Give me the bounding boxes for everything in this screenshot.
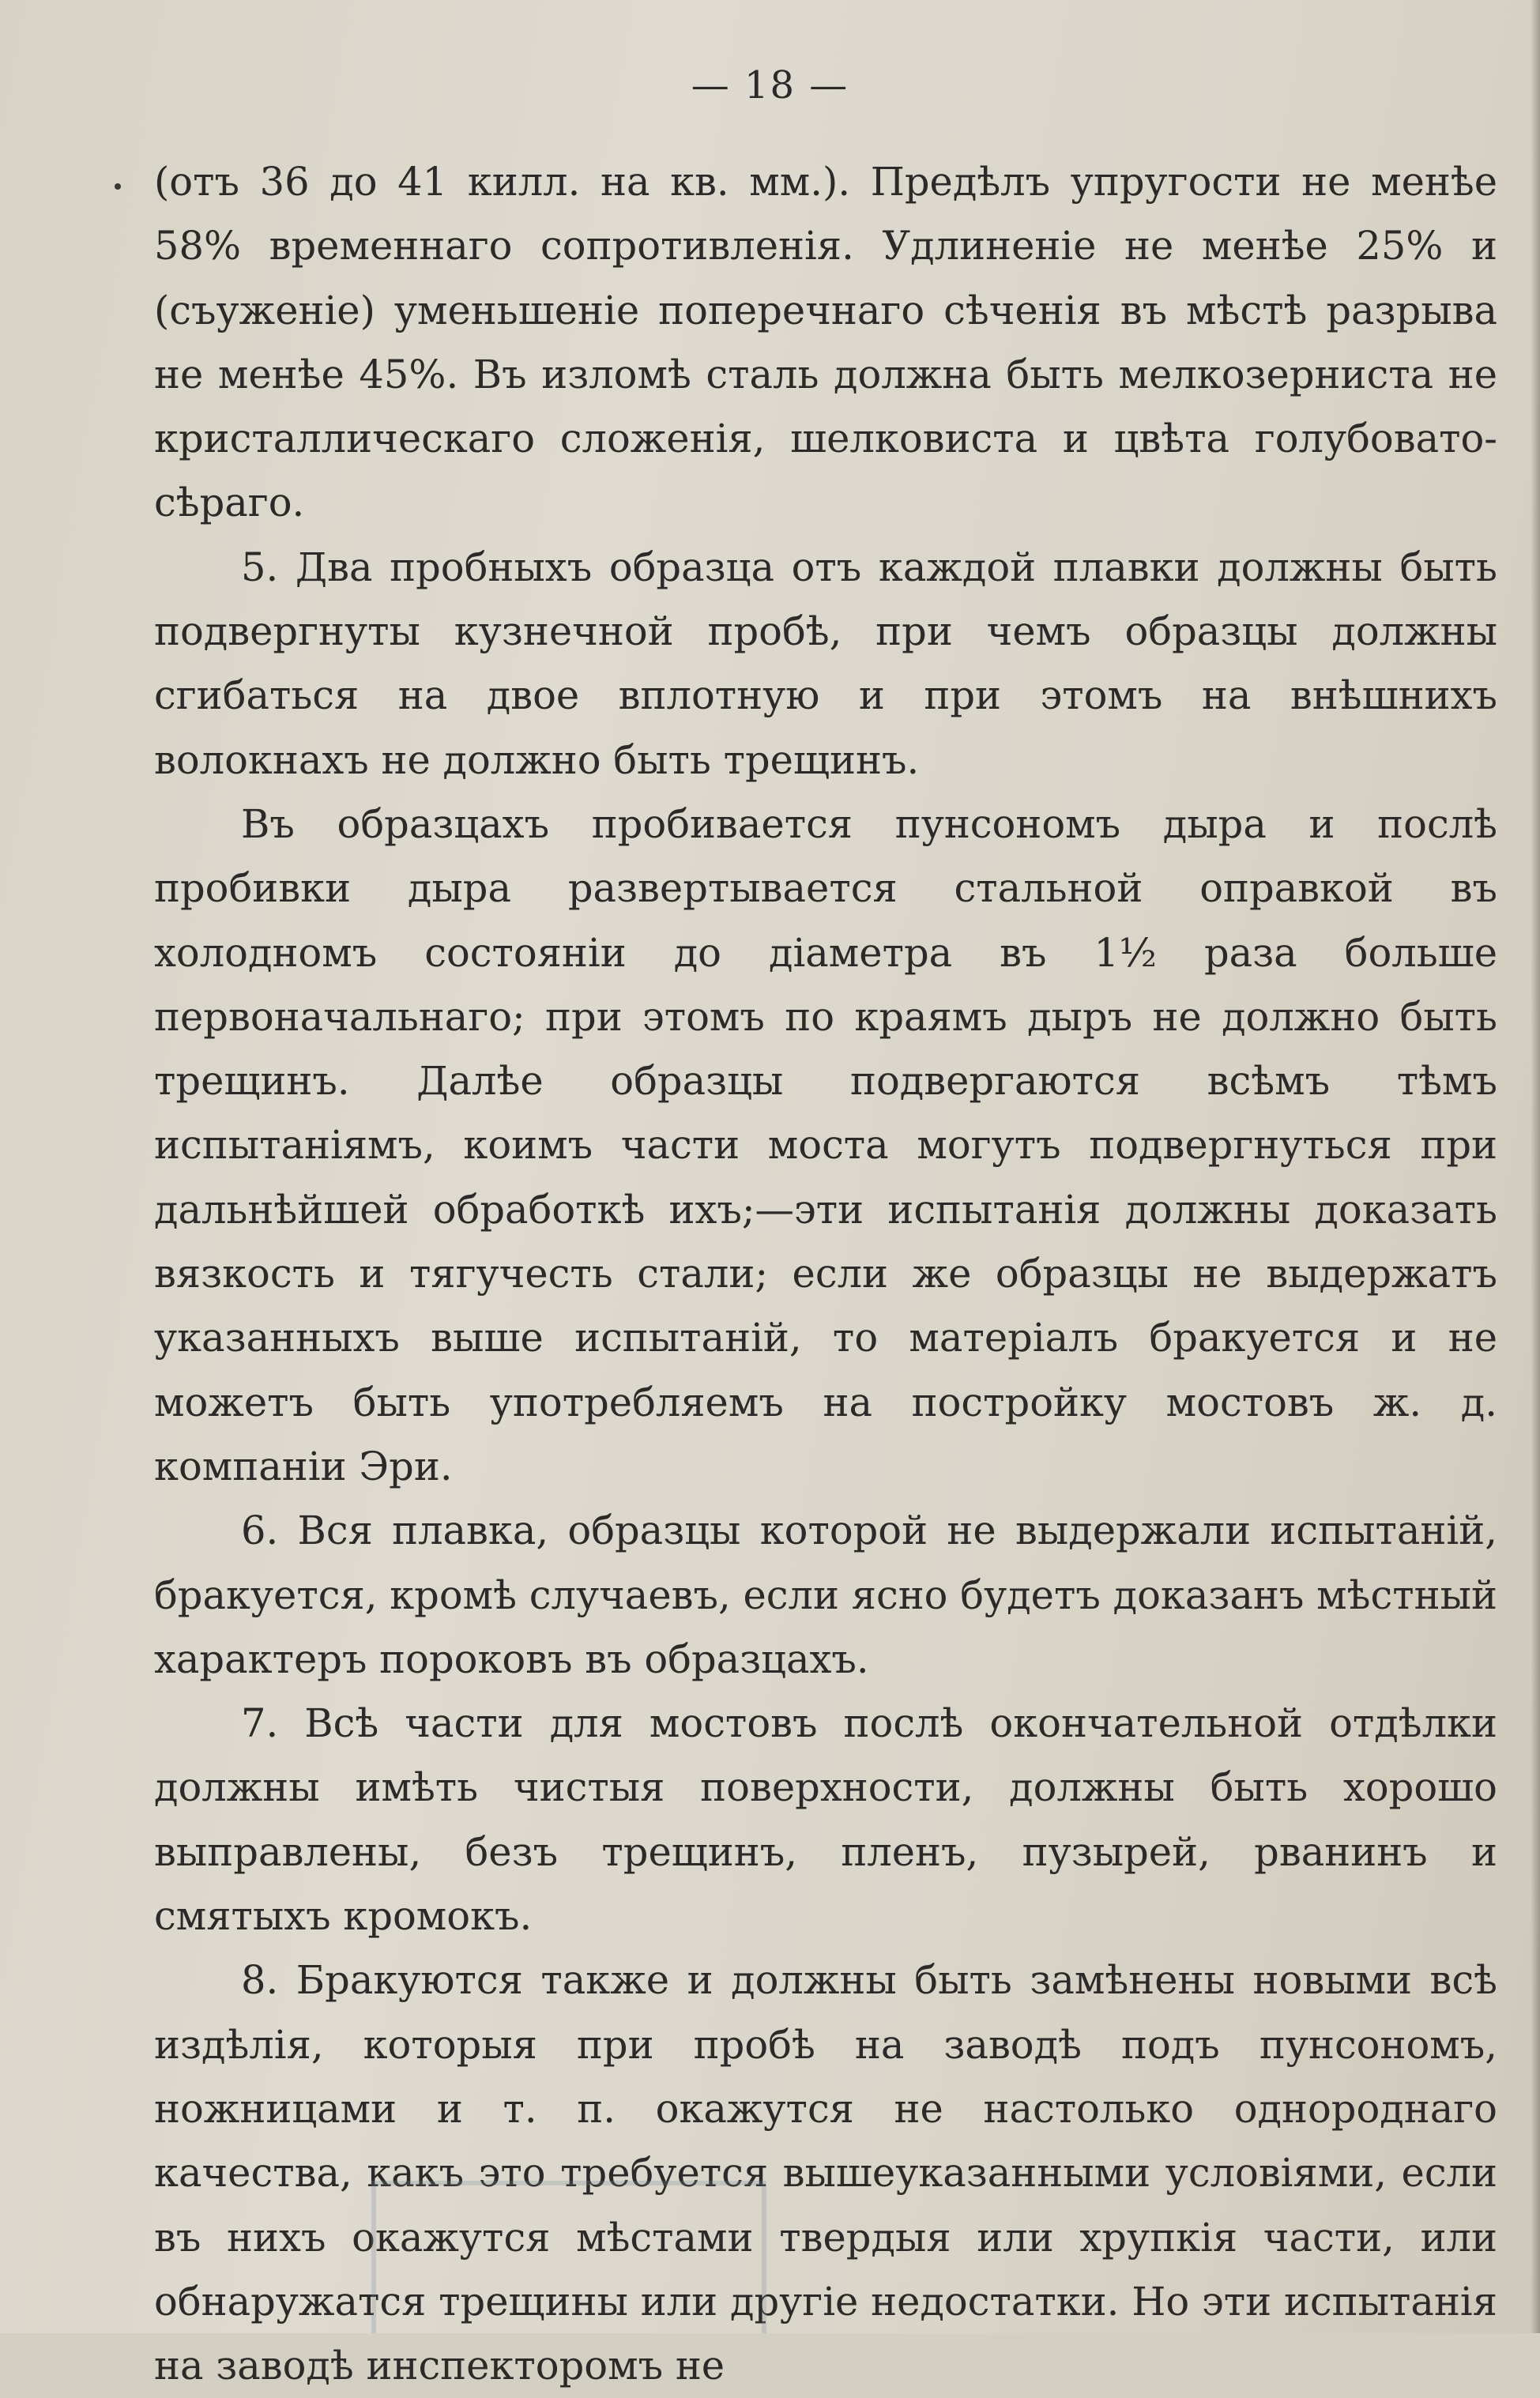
paragraph-5: 5. Два пробныхъ образца отъ каждой плавки должны быть подвергнуты кузнечной пробѣ, при чемъ образцы должны сгибаться на двое вплотную и при этомъ на внѣшнихъ волокнахъ не должно быть трещинъ. — [154, 544, 1497, 783]
paragraph-7: 7. Всѣ части для мостовъ послѣ окончательной отдѣлки должны имѣть чистыя поверхности, должны быть хорошо выправлены, безъ трещинъ, пленъ, пузырей, рванинъ и смятыхъ кромокъ. — [154, 1700, 1497, 1940]
body-text — [154, 150, 1497, 2398]
paragraph-5-continued: Въ образцахъ пробивается пунсономъ дыра и послѣ пробивки дыра развертывается стальной оправкой въ холодномъ состояніи до діаметра въ 1½ раза больше первоначальнаго; при этомъ по краямъ дыръ не должно быть трещинъ. Далѣе образцы подвергаются всѣмъ тѣмъ испытаніямъ, коимъ части моста могутъ подвергнуться при дальнѣйшей обработкѣ ихъ;—эти испытанія должны доказать вязкость и тягучесть стали; если же образцы не выдержатъ указанныхъ выше испытаній, то матеріалъ бракуется и не можетъ быть употребляемъ на постройку мостовъ ж. д. компаніи Эри. — [154, 800, 1497, 1489]
paragraph-8: 8. Бракуются также и должны быть замѣнены новыми всѣ издѣлія, которыя при пробѣ на заводѣ подъ пунсономъ, ножницами и т. п. окажутся не настолько однороднаго качества, какъ это требуется вышеуказанными условіями, если въ нихъ окажутся мѣстами твердыя или хрупкія части, или обнаружатся трещины или другіе недостатки. Но эти испытанія на заводѣ инспекторомъ не — [154, 1957, 1497, 2389]
page-number: — 18 — — [691, 63, 849, 107]
page-edge-shadow — [1531, 0, 1540, 2333]
faded-library-stamp — [371, 2181, 766, 2333]
paragraph-continuation: (отъ 36 до 41 килл. на кв. мм.). Предѣлъ упругости не менѣе 58% временнаго сопротивленія. Удлиненіе не менѣе 25% и (съуженіе) уменьшеніе поперечнаго сѣченія въ мѣстѣ разрыва не менѣе 45%. Въ изломѣ сталь должна быть мелкозерниста не кристаллическаго сложенія, шелковиста и цвѣта голубовато-сѣраго. — [154, 159, 1497, 526]
paragraph-6: 6. Вся плавка, образцы которой не выдержали испытаній, бракуется, кромѣ случаевъ, если ясно будетъ доказанъ мѣстный характеръ пороковъ въ образцахъ. — [154, 1508, 1497, 1682]
margin-mark — [115, 183, 121, 190]
